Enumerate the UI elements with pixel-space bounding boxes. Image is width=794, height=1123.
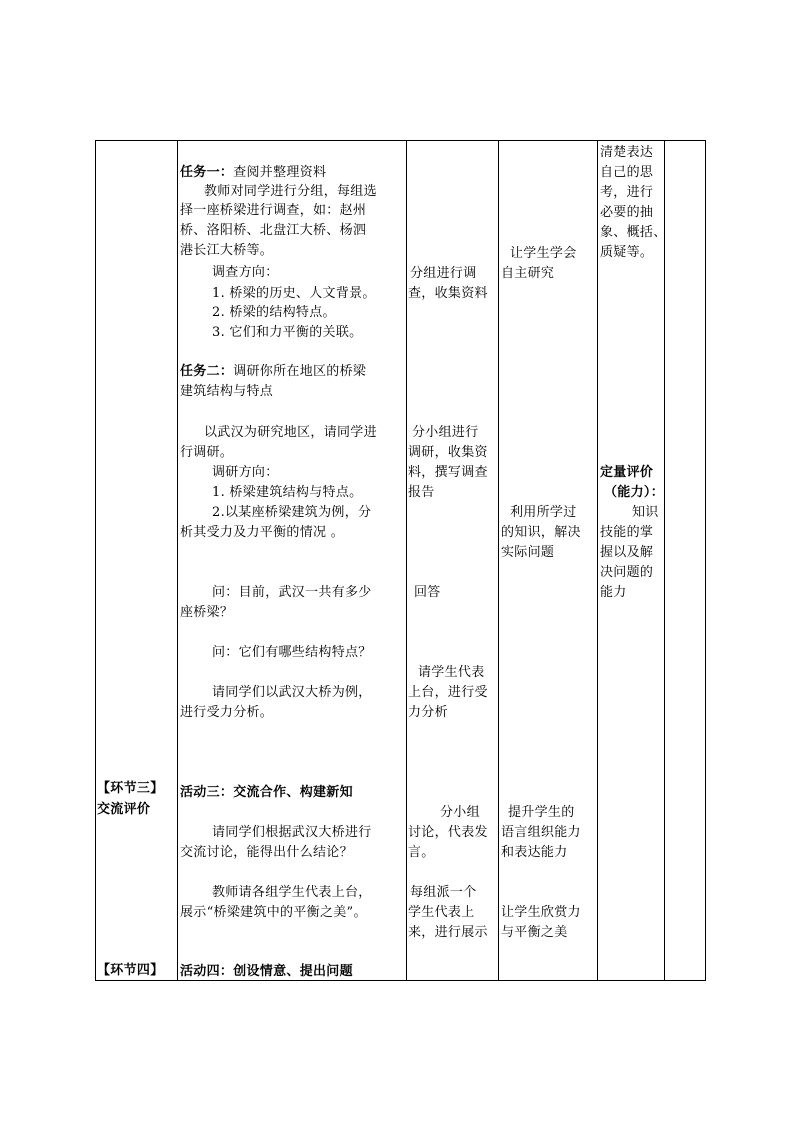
task2-title: 任务二：调研你所在地区的桥梁 — [180, 364, 367, 379]
design-intent-line: 实际问题 — [501, 545, 555, 560]
task2-paragraph-line: 行调研。 — [180, 445, 234, 460]
task1-title: 任务一：查阅并整理资料 — [180, 165, 327, 180]
evaluation-line: 握以及解 — [600, 545, 654, 560]
design-intent-line: 自主研究 — [501, 266, 555, 281]
student-activity-line: 上台，进行受 — [408, 685, 488, 700]
student-activity-line: 请学生代表 — [418, 665, 485, 680]
student-activity-line: 分组进行调 — [410, 266, 477, 281]
task2-direction-item: 2.以某座桥梁建筑为例，分 — [212, 505, 372, 520]
student-activity-line: 回答 — [414, 585, 441, 600]
student-activity-line: 来，进行展示 — [408, 925, 488, 940]
design-intent-line: 让学生学会 — [510, 246, 577, 261]
student-activity-line: 讨论，代表发 — [408, 825, 488, 840]
task1-direction-item: 1. 桥梁的历史、人文背景。 — [212, 286, 376, 301]
design-intent-line: 和表达能力 — [501, 845, 568, 860]
evaluation-line: 清楚表达 — [600, 145, 654, 160]
evaluation-line: 技能的掌 — [600, 525, 654, 540]
task1-direction-item: 2. 桥梁的结构特点。 — [212, 305, 336, 320]
evaluation-line: 能力 — [600, 585, 627, 600]
activity3-paragraph-line: 教师请各组学生代表上台， — [212, 885, 372, 900]
student-activity-line: 分小组 — [440, 805, 480, 820]
task1-direction-label: 调查方向： — [212, 265, 279, 280]
instruction-analysis: 请同学们以武汉大桥为例， — [212, 685, 372, 700]
evaluation-line: 决问题的 — [600, 565, 654, 580]
stage3-name: 交流评价 — [97, 802, 151, 817]
task2-direction-item: 1. 桥梁建筑结构与特点。 — [212, 485, 363, 500]
evaluation-line: 象、概括、 — [600, 225, 667, 240]
design-intent-line: 与平衡之美 — [501, 925, 568, 940]
evaluation-title-line2: （能力）： — [604, 485, 665, 500]
task1-paragraph-line: 教师对同学进行分组，每组选 — [204, 184, 377, 199]
student-activity-line: 学生代表上 — [408, 905, 475, 920]
design-intent-line: 语言组织能力 — [501, 825, 581, 840]
activity3-paragraph-line: 展示“桥梁建筑中的平衡之美”。 — [180, 905, 367, 920]
student-activity-line: 分小组进行 — [412, 425, 479, 440]
question-2: 问：它们有哪些结构特点？ — [212, 645, 372, 660]
task1-paragraph-line: 桥、洛阳桥、北盘江大桥、杨泗 — [180, 223, 367, 238]
stage4-label: 【环节四】 — [97, 963, 164, 978]
instruction-analysis-line2: 进行受力分析。 — [180, 705, 274, 720]
task1-direction-item: 3. 它们和力平衡的关联。 — [212, 325, 363, 340]
student-activity-line: 力分析 — [408, 705, 448, 720]
evaluation-line: 考，进行 — [600, 185, 654, 200]
design-intent-line: 让学生欣赏力 — [501, 905, 581, 920]
student-activity-line: 查，收集资料 — [408, 286, 488, 301]
evaluation-line: 知识 — [632, 505, 659, 520]
task1-paragraph-line: 择一座桥梁进行调查，如：赵州 — [180, 203, 367, 218]
evaluation-line: 质疑等。 — [600, 245, 654, 260]
question-1: 问：目前，武汉一共有多少 — [212, 585, 372, 600]
activity3-paragraph-line: 请同学们根据武汉大桥进行 — [212, 825, 372, 840]
task2-direction-label: 调研方向： — [212, 465, 279, 480]
task2-paragraph-line: 以武汉为研究地区，请同学进 — [204, 425, 377, 440]
evaluation-line: 自己的思 — [600, 165, 654, 180]
activity3-paragraph-line: 交流讨论，能得出什么结论？ — [180, 845, 353, 860]
stage3-label: 【环节三】 — [97, 781, 164, 796]
evaluation-line: 必要的抽 — [600, 205, 654, 220]
student-activity-line: 报告 — [408, 485, 435, 500]
student-activity-line: 每组派一个 — [410, 885, 477, 900]
design-intent-line: 利用所学过 — [510, 505, 577, 520]
student-activity-line: 言。 — [408, 845, 435, 860]
design-intent-line: 的知识，解决 — [501, 525, 581, 540]
activity4-title: 活动四：创设情意、提出问题 — [180, 964, 353, 979]
student-activity-line: 料，撰写调查 — [408, 465, 488, 480]
task2-direction-item: 析其受力及力平衡的情况 。 — [180, 525, 345, 540]
task1-paragraph-line: 港长江大桥等。 — [180, 243, 274, 258]
task2-title-line2: 建筑结构与特点 — [180, 384, 274, 399]
design-intent-line: 提升学生的 — [508, 805, 575, 820]
question-1-line2: 座桥梁？ — [180, 605, 234, 620]
activity3-title: 活动三：交流合作、构建新知 — [180, 785, 353, 800]
evaluation-title: 定量评价 — [600, 465, 654, 480]
student-activity-line: 调研，收集资 — [408, 445, 488, 460]
